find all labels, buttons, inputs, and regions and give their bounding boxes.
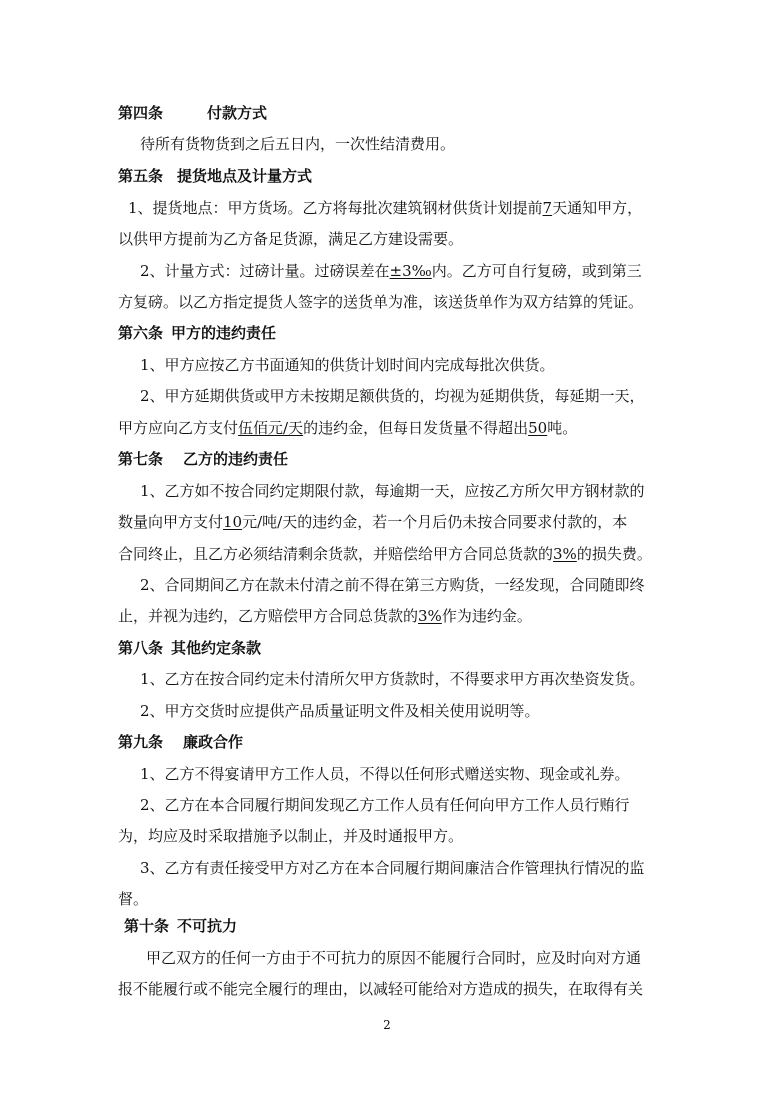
article-7-paragraph-1: 1、乙方如不按合同约定期限付款，每逾期一天，应按乙方所欠甲方钢材款的 (140, 482, 645, 500)
underlined-value: 3% (418, 607, 442, 625)
article-title: 甲方的违约责任 (171, 324, 277, 342)
article-8-heading (118, 638, 261, 658)
article-number: 第四条 (118, 104, 164, 122)
article-title: 其他约定条款 (171, 639, 262, 657)
article-title: 提货地点及计量方式 (177, 167, 313, 185)
article-number: 第九条 (118, 733, 164, 751)
underlined-value: 50 (528, 419, 548, 437)
article-6-paragraph-2: 2、甲方延期供货或甲方未按期足额供货的，均视为延期供货，每延期一天， (140, 387, 645, 405)
underlined-value: 10 (223, 513, 243, 531)
article-4-paragraph: 待所有货物货到之后五日内，一次性结清费用。 (140, 135, 456, 153)
article-6-heading (118, 323, 276, 343)
article-5-paragraph-2-cont: 方复磅。以乙方指定提货人签字的送货单为准，该送货单作为双方结算的凭证。 (118, 293, 644, 311)
article-9-paragraph-2-cont: 为，均应及时采取措施予以制止，并及时通报甲方。 (118, 827, 464, 845)
article-9-paragraph-1: 1、乙方不得宴请甲方工作人员，不得以任何形式赠送实物、现金或礼券。 (140, 765, 630, 783)
article-8-paragraph-1: 1、乙方在按合同约定未付清所欠甲方货款时，不得要求甲方再次垫资发货。 (140, 670, 645, 688)
article-title: 廉政合作 (183, 733, 244, 751)
article-5-heading (118, 166, 312, 186)
article-6-paragraph-1: 1、甲方应按乙方书面通知的供货计划时间内完成每批次供货。 (140, 356, 555, 374)
article-7-heading (118, 449, 288, 469)
underlined-value: 7 (542, 199, 553, 217)
article-number: 第六条 (118, 324, 164, 342)
article-7-paragraph-2-cont: 止，并视为违约，乙方赔偿甲方合同总货款的3%作为违约金。 (118, 607, 532, 625)
article-10-paragraph-1: 甲乙双方的任何一方由于不可抗力的原因不能履行合同时，应及时向对方通 (146, 949, 642, 967)
article-number: 第七条 (118, 450, 164, 468)
article-9-paragraph-3-cont: 督。 (118, 890, 149, 908)
underlined-value: ±3‰ (389, 262, 432, 280)
article-number: 第五条 (118, 167, 164, 185)
page-number: 2 (383, 1018, 391, 1032)
article-5-paragraph-2: 2、计量方式：过磅计量。过磅误差在±3‰内。乙方可自行复磅，或到第三 (140, 262, 642, 280)
article-5-paragraph-1: 1、提货地点：甲方货场。乙方将每批次建筑钢材供货计划提前7天通知甲方， (128, 199, 643, 217)
article-title: 不可抗力 (177, 917, 238, 935)
article-10-paragraph-1-cont: 报不能履行或不能完全履行的理由，以减轻可能给对方造成的损失，在取得有关 (118, 980, 644, 998)
article-9-heading (118, 732, 243, 752)
article-8-paragraph-2: 2、甲方交货时应提供产品质量证明文件及相关使用说明等。 (140, 702, 540, 720)
article-9-paragraph-3: 3、乙方有责任接受甲方对乙方在本合同履行期间廉洁合作管理执行情况的监 (140, 859, 645, 877)
article-7-paragraph-1-cont: 数量向甲方支付10元/吨/天的违约金，若一个月后仍未按合同要求付款的，本 (118, 513, 628, 531)
article-7-paragraph-2: 2、合同期间乙方在款未付清之前不得在第三方购货，一经发现，合同随即终 (140, 576, 645, 594)
underlined-value: 3% (553, 545, 577, 563)
underlined-value: 伍佰元/天 (238, 419, 304, 437)
article-title: 付款方式 (207, 104, 268, 122)
article-7-paragraph-1-cont-2: 合同终止，且乙方必须结清剩余货款，并赔偿给甲方合同总货款的3%的损失费。 (118, 545, 652, 563)
article-4-heading (118, 103, 267, 123)
article-number: 第八条 (118, 639, 164, 657)
article-9-paragraph-2: 2、乙方在本合同履行期间发现乙方工作人员有任何向甲方工作人员行贿行 (140, 796, 630, 814)
article-number: 第十条 (124, 917, 170, 935)
article-title: 乙方的违约责任 (183, 450, 289, 468)
article-5-paragraph-1-cont: 以供甲方提前为乙方备足货源，满足乙方建设需要。 (118, 230, 464, 248)
article-6-paragraph-2-cont: 甲方应向乙方支付伍佰元/天的违约金，但每日发货量不得超出50吨。 (118, 419, 578, 437)
article-10-heading (124, 916, 237, 936)
